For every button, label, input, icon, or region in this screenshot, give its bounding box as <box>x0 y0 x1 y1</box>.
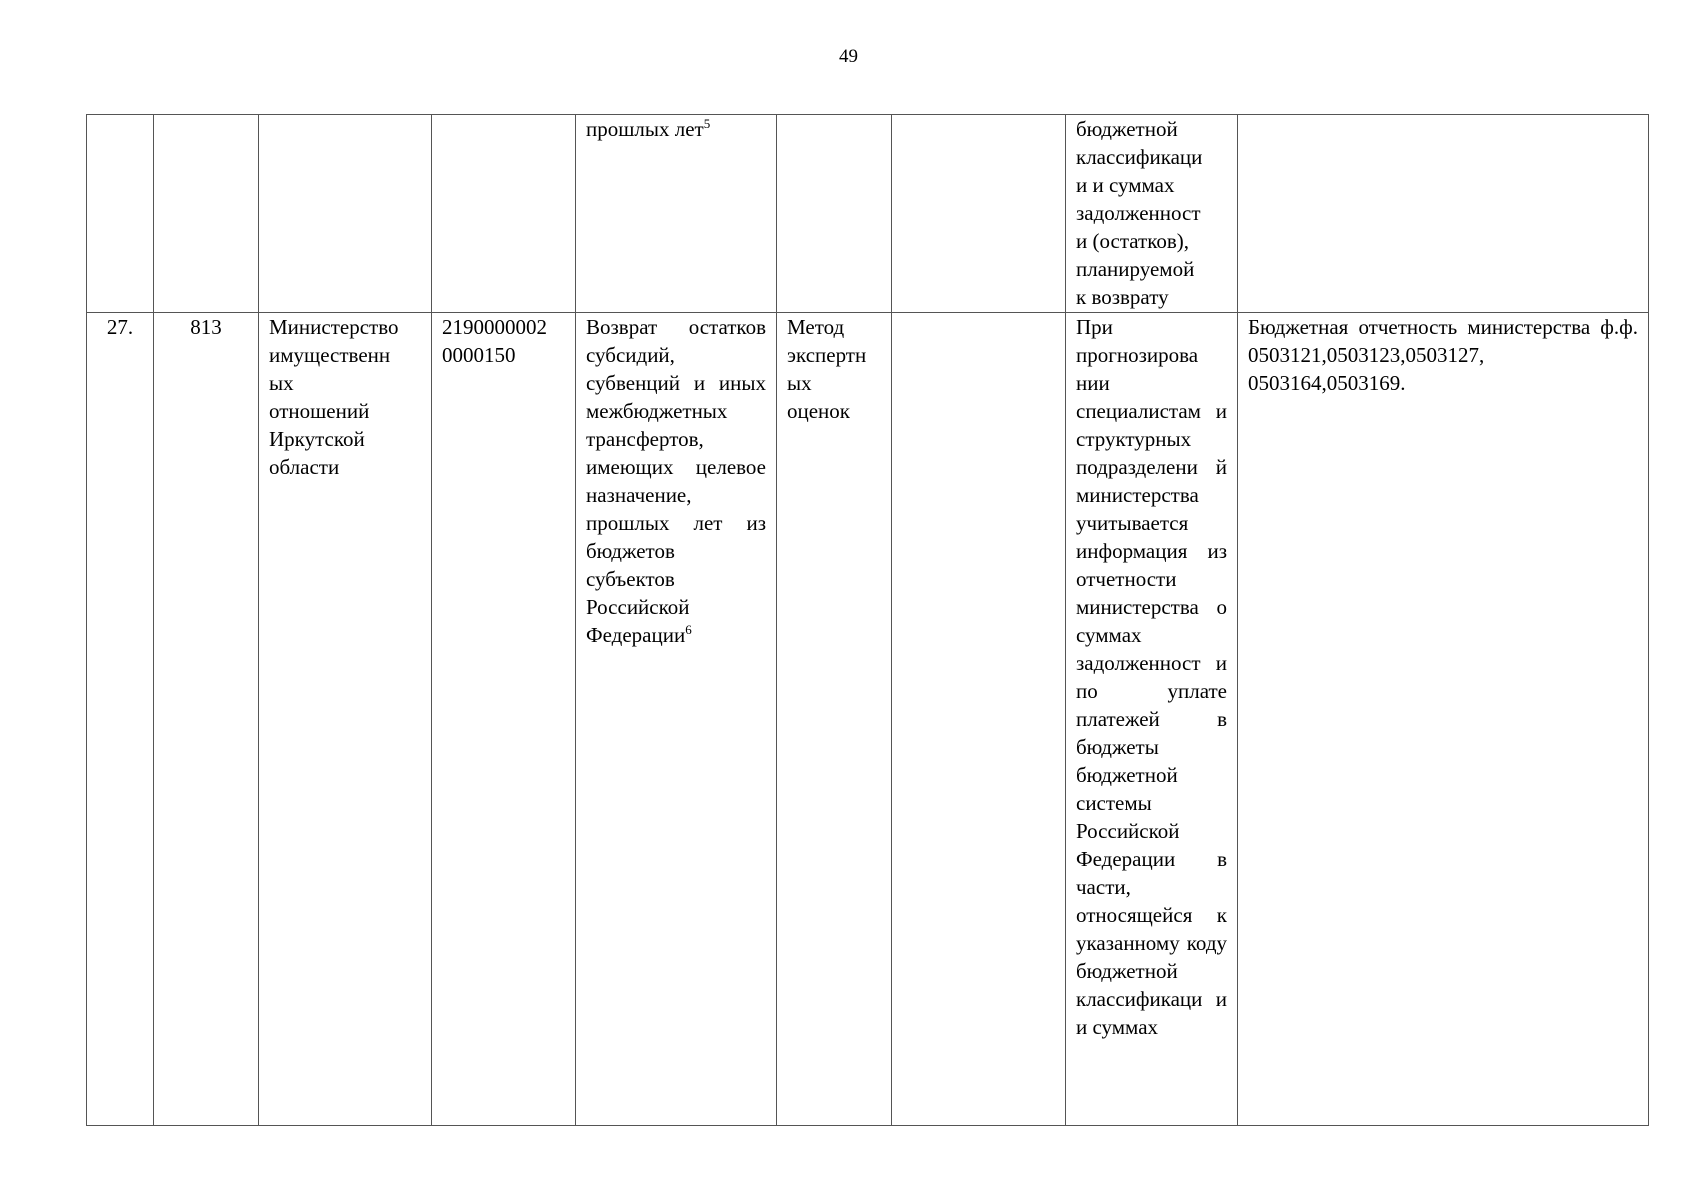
cell-budget-code <box>432 115 576 313</box>
footnote-marker: 6 <box>685 622 692 637</box>
revenue-name-text: Возврат остатков субсидий, субвенций и иных межбюджетных трансфертов, имеющих целевое назначение, прошлых лет из бюджетов субъектов Российской Федерации <box>586 315 766 647</box>
cell-administrator: Министерство имущественн ых отношений Иркутской области <box>259 313 432 1126</box>
cell-admin-code: 813 <box>154 313 259 1126</box>
revenue-name-text: прошлых лет <box>586 117 704 141</box>
cell-budget-code: 2190000002 0000150 <box>432 313 576 1126</box>
cell-method <box>777 115 892 313</box>
cell-number: 27. <box>87 313 154 1126</box>
cell-method: Метод экспертн ых оценок <box>777 313 892 1126</box>
cell-formula <box>892 313 1066 1126</box>
cell-administrator <box>259 115 432 313</box>
cell-admin-code <box>154 115 259 313</box>
cell-data-source: Бюджетная отчетность министерства ф.ф. 0503121,0503123,0503127, 0503164,0503169. <box>1238 313 1649 1126</box>
cell-revenue-name <box>576 313 777 1126</box>
page-number: 49 <box>839 46 858 67</box>
cell-algorithm: При прогнозирова нии специалистам и структурных подразделени й министерства учитывается информация из отчетности министерства о суммах задолженност и по уплате платежей в бюджеты бюджетной системы Российской Федерации в части, относящейся к указанному коду бюджетной классификаци и и суммах <box>1066 313 1238 1126</box>
cell-algorithm: бюджетной классификаци и и суммах задолженност и (остатков), планируемой к возврату <box>1066 115 1238 313</box>
cell-revenue-name <box>576 115 777 313</box>
cell-formula <box>892 115 1066 313</box>
cell-data-source <box>1238 115 1649 313</box>
cell-number <box>87 115 154 313</box>
table-row <box>87 313 1649 1126</box>
footnote-marker: 5 <box>703 116 711 131</box>
table-row <box>87 115 1649 313</box>
revenue-forecast-table <box>86 114 1649 1126</box>
